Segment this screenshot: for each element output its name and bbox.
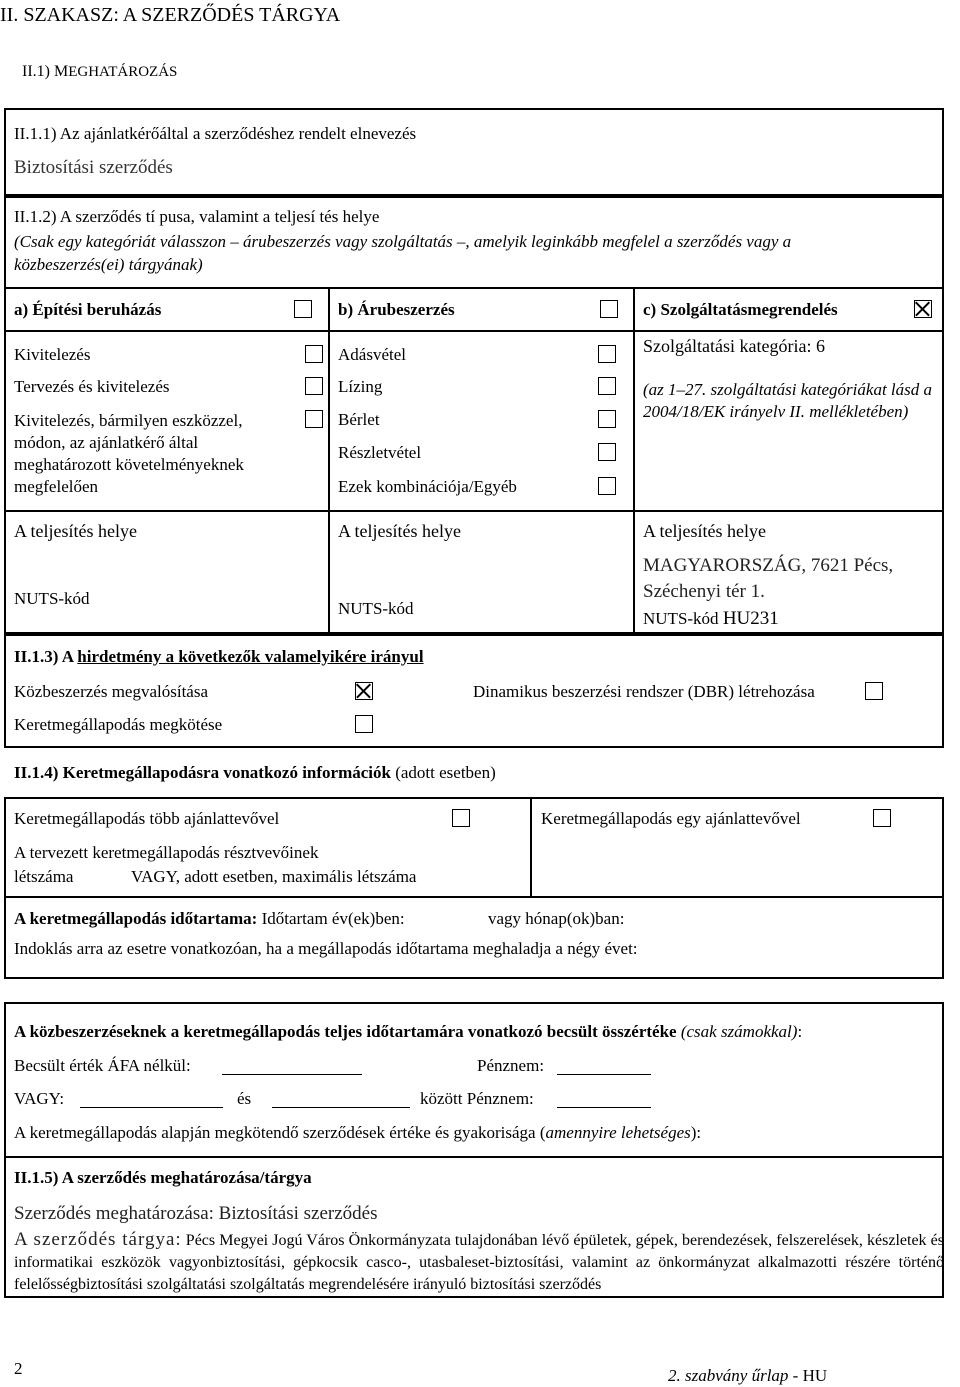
- column-divider: [328, 287, 330, 634]
- frequency-text: A keretmegállapodás alapján megkötendő szerződések értéke és gyakorisága (amennyire lehetséges):: [14, 1123, 702, 1142]
- ii-1-4-heading: II.1.4) Keretmegállapodásra vonatkozó információk (adott esetben): [14, 763, 496, 782]
- estimate-currency-field[interactable]: [557, 1074, 651, 1075]
- supplies-item-combination-checkbox[interactable]: [598, 477, 616, 495]
- services-nuts: NUTS-kód HU231: [643, 608, 779, 629]
- works-item-execution-checkbox[interactable]: [305, 345, 323, 363]
- participants-max-label: VAGY, adott esetben, maximális létszáma: [131, 867, 417, 886]
- supplies-item-leasing: Lízing: [338, 377, 383, 396]
- works-item-design: Tervezés és kivitelezés: [14, 377, 170, 396]
- ii-1-5-heading: II.1.5) A szerződés meghatározása/tárgya: [14, 1168, 312, 1187]
- contract-subject: A szerződés tárgya: Pécs Megyei Jogú Város Önkormányzata tulajdonában lévő épületek, gépek, berendezések, felszerelések, készletek és informatikai eszközök vagyonbiztosítási, gépkocsik casco-, utasbaleset-biztosítási, valamint az önkormányzat alkalmazotti részére történő felelősségbiztosítási szolgáltatási szolgáltatás megrendelésére irányuló biztosítási szerződés: [14, 1229, 944, 1293]
- supplies-item-combination: Ezek kombinációja/Egyéb: [338, 477, 517, 496]
- single-operator-label: Keretmegállapodás egy ajánlattevővel: [541, 809, 801, 828]
- framework-label: Keretmegállapodás megkötése: [14, 715, 223, 734]
- estimate-currency-label: Pénznem:: [477, 1056, 545, 1075]
- works-item-any-means: Kivitelezés, bármilyen eszközzel, módon, az ajánlatkérő által meghatározott követelményeknek megfelelően: [14, 411, 244, 496]
- divider: [4, 896, 944, 898]
- ii-1-2-note-2: közbeszerzés(ei) tárgyának): [14, 255, 203, 274]
- page-number: 2: [14, 1359, 23, 1378]
- column-divider: [633, 287, 635, 634]
- public-contract-label: Közbeszerzés megvalósítása: [14, 682, 208, 701]
- participants-count-label: létszáma: [14, 867, 74, 886]
- works-checkbox[interactable]: [294, 300, 312, 318]
- works-title: a) Építési beruházás: [14, 300, 162, 319]
- participants-line-1: A tervezett keretmegállapodás résztvevőinek: [14, 843, 319, 862]
- public-contract-checkbox[interactable]: [355, 682, 373, 700]
- ii-1-3-heading: II.1.3) A hirdetmény a következők valamelyikére irányul: [14, 647, 424, 666]
- range-max-field[interactable]: [272, 1107, 410, 1108]
- works-item-design-checkbox[interactable]: [305, 377, 323, 395]
- works-nuts-label: NUTS-kód: [14, 589, 90, 608]
- supplies-checkbox[interactable]: [600, 300, 618, 318]
- dps-label: Dinamikus beszerzési rendszer (DBR) létrehozása: [473, 682, 815, 701]
- ii-1-2-heading: II.1.2) A szerződés tí pusa, valamint a teljesí tés helye: [14, 207, 380, 226]
- estimate-heading: A közbeszerzéseknek a keretmegállapodás teljes időtartamára vonatkozó becsült összértéke (csak számokkal):: [14, 1022, 803, 1041]
- supplies-place-label: A teljesítés helye: [338, 521, 461, 541]
- divider: [4, 287, 944, 289]
- services-checkbox[interactable]: [914, 300, 932, 318]
- range-and-label: és: [237, 1089, 252, 1108]
- framework-checkbox[interactable]: [355, 715, 373, 733]
- duration-line: A keretmegállapodás időtartama: Időtartam év(ek)ben:: [14, 909, 405, 928]
- divider: [4, 330, 944, 332]
- single-operator-checkbox[interactable]: [873, 809, 891, 827]
- multi-operator-label: Keretmegállapodás több ajánlattevővel: [14, 809, 280, 828]
- supplies-nuts-label: NUTS-kód: [338, 599, 414, 618]
- section-title: II. SZAKASZ: A SZERZŐDÉS TÁRGYA: [0, 4, 341, 26]
- ii-1-2-note-1: (Csak egy kategóriát válasszon – árubeszerzés vagy szolgáltatás –, amelyik leginkább megfelel a szerződés vagy a: [14, 232, 792, 251]
- range-currency-field[interactable]: [557, 1107, 651, 1108]
- section-subtitle: II.1) MEGHATÁROZÁS: [22, 63, 178, 80]
- contract-definition: Szerződés meghatározása: Biztosítási szerződés: [14, 1203, 378, 1224]
- duration-months: vagy hónap(ok)ban:: [488, 909, 625, 928]
- multi-operator-checkbox[interactable]: [452, 809, 470, 827]
- duration-justification: Indoklás arra az esetre vonatkozóan, ha a megállapodás időtartama meghaladja a négy évet:: [14, 939, 638, 958]
- supplies-item-leasing-checkbox[interactable]: [598, 377, 616, 395]
- divider: [4, 510, 944, 512]
- services-place-label: A teljesítés helye: [643, 521, 766, 541]
- supplies-item-hire-purchase: Részletvétel: [338, 443, 422, 462]
- form-name: 2. szabvány űrlap - HU: [668, 1366, 828, 1385]
- supplies-item-purchase-checkbox[interactable]: [598, 345, 616, 363]
- services-title: c) Szolgáltatásmegrendelés: [643, 300, 838, 319]
- estimate-value-label: Becsült érték ÁFA nélkül:: [14, 1056, 191, 1075]
- column-divider: [530, 797, 532, 896]
- works-place-label: A teljesítés helye: [14, 521, 137, 541]
- supplies-item-purchase: Adásvétel: [338, 345, 406, 364]
- contract-name-value: Biztosítási szerződés: [14, 157, 173, 178]
- divider: [4, 1156, 944, 1158]
- supplies-item-rental-checkbox[interactable]: [598, 410, 616, 428]
- works-item-any-means-checkbox[interactable]: [305, 410, 323, 428]
- range-min-field[interactable]: [80, 1107, 223, 1108]
- range-currency-label: között Pénznem:: [420, 1089, 534, 1108]
- ii-1-1-heading: II.1.1) Az ajánlatkérőáltal a szerződéshez rendelt elnevezés: [14, 124, 417, 143]
- service-category: Szolgáltatási kategória: 6: [643, 336, 825, 356]
- range-or-label: VAGY:: [14, 1089, 65, 1108]
- services-place-value-1: MAGYARORSZÁG, 7621 Pécs,: [643, 555, 894, 576]
- dps-checkbox[interactable]: [865, 682, 883, 700]
- estimate-value-field[interactable]: [222, 1074, 362, 1075]
- supplies-item-rental: Bérlet: [338, 410, 380, 429]
- services-place-value-2: Széchenyi tér 1.: [643, 581, 765, 602]
- supplies-title: b) Árubeszerzés: [338, 300, 455, 319]
- supplies-item-hire-purchase-checkbox[interactable]: [598, 443, 616, 461]
- service-category-note: (az 1–27. szolgáltatási kategóriákat lásd a 2004/18/EK irányelv II. mellékletében): [643, 380, 932, 421]
- works-item-execution: Kivitelezés: [14, 345, 91, 364]
- contract-name-box: [4, 108, 944, 196]
